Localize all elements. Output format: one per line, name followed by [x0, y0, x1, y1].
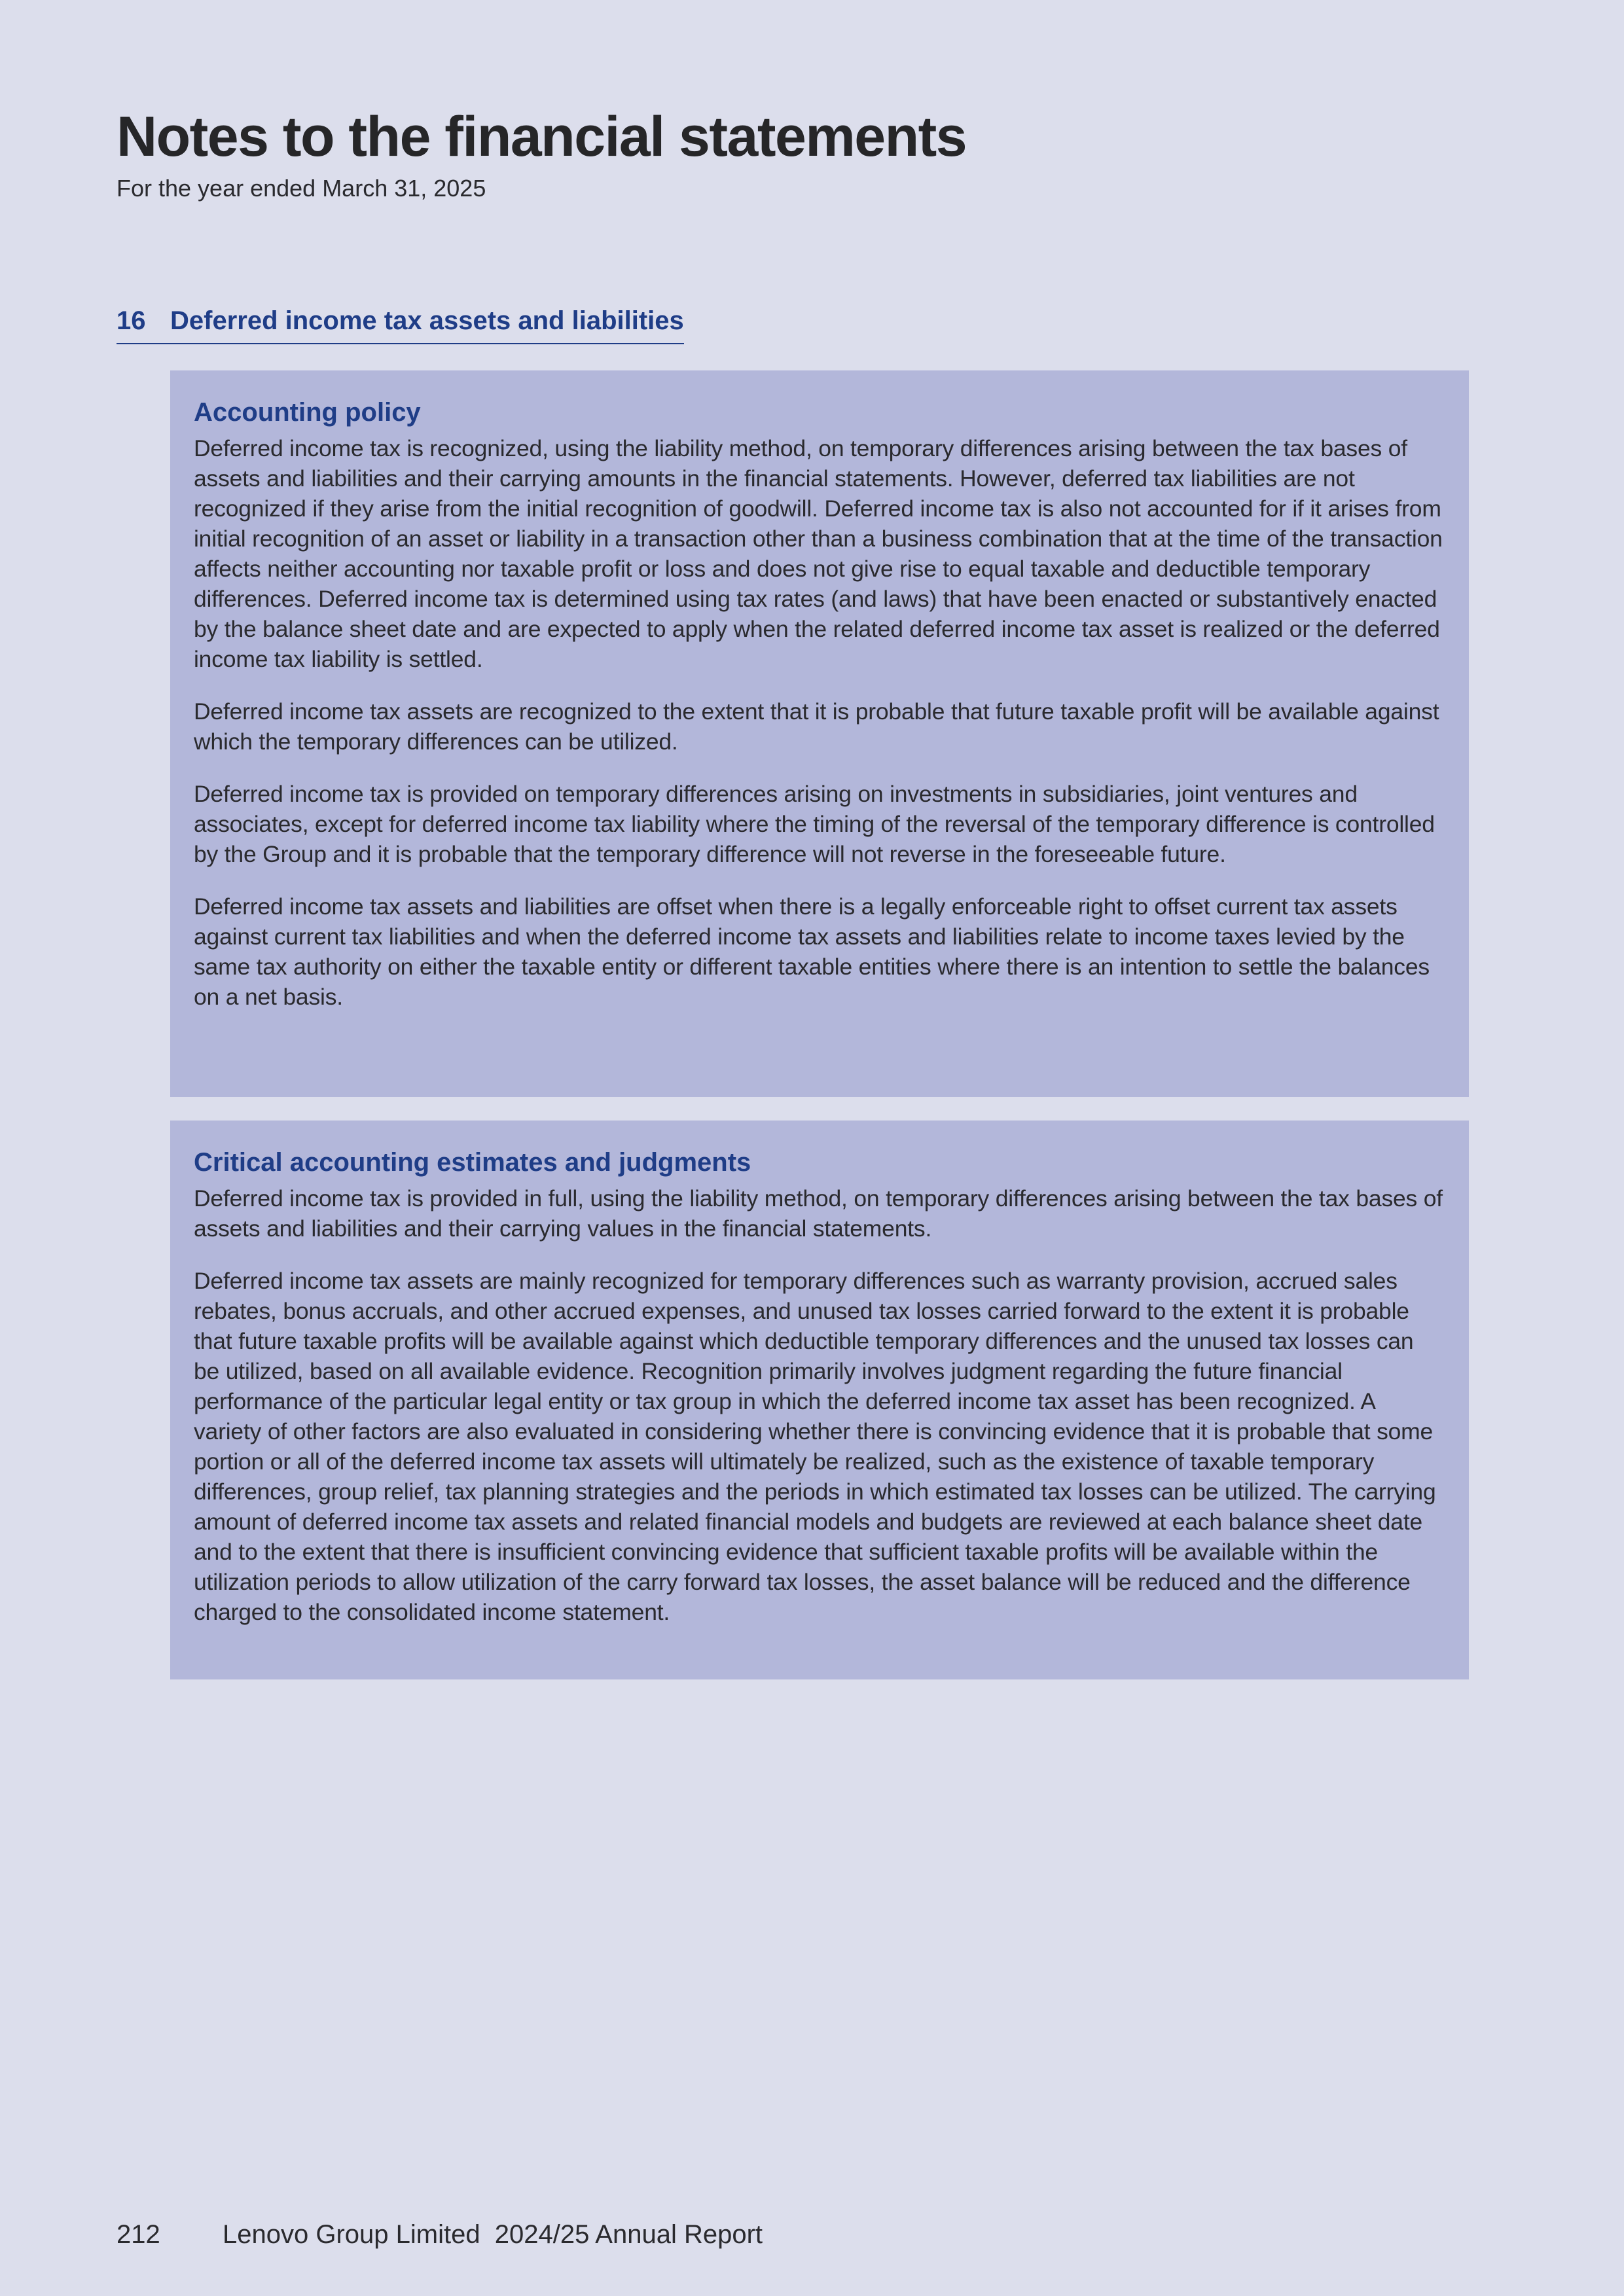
section-number: 16 — [117, 306, 146, 335]
footer-report-title: Lenovo Group Limited 2024/25 Annual Report — [223, 2220, 763, 2249]
page-title: Notes to the financial statements — [117, 105, 967, 168]
page-footer — [117, 2219, 763, 2250]
page-subtitle: For the year ended March 31, 2025 — [117, 175, 486, 202]
critical-estimates-title: Critical accounting estimates and judgments — [194, 1148, 751, 1177]
accounting-policy-paragraph: Deferred income tax is provided on temporary differences arising on investments in subsidiaries, joint ventures and associates, except for deferred income tax liability where the timing of the reversal of the temporary difference is controlled by the Group and it is probable that the temporary difference will not reverse in the foreseeable future. — [194, 781, 1435, 867]
critical-estimates-paragraph: Deferred income tax is provided in full, using the liability method, on temporary differences arising between the tax bases of assets and liabilities and their carrying values in the financial statements. — [194, 1185, 1443, 1242]
critical-estimates-box — [170, 1121, 1469, 1679]
accounting-policy-paragraph: Deferred income tax is recognized, using the liability method, on temporary differences arising between the tax bases of assets and liabilities and their carrying amounts in the financial statements. However, deferred tax liabilities are not recognized if they arise from the initial recognition of goodwill. Deferred income tax is also not accounted for if it arises from initial recognition of an asset or liability in a transaction other than a business combination that at the time of the transaction affects neither accounting nor taxable profit or loss and does not give rise to equal taxable and deductible temporary differences. Deferred income tax is determined using tax rates (and laws) that have been enacted or substantively enacted by the balance sheet date and are expected to apply when the related deferred income tax asset is realized or the deferred income tax liability is settled. — [194, 435, 1443, 672]
section-heading — [117, 305, 684, 344]
accounting-policy-box — [170, 370, 1469, 1097]
accounting-policy-paragraph: Deferred income tax assets are recognized to the extent that it is probable that future taxable profit will be available against which the temporary differences can be utilized. — [194, 698, 1439, 755]
accounting-policy-title: Accounting policy — [194, 398, 421, 427]
page-number: 212 — [117, 2220, 160, 2249]
accounting-policy-paragraph: Deferred income tax assets and liabilities are offset when there is a legally enforceable right to offset current tax assets against current tax liabilities and when the deferred income tax assets and liabilities relate to income taxes levied by the same tax authority on either the taxable entity or different taxable entities where there is an intention to settle the balances on a net basis. — [194, 893, 1430, 1010]
critical-estimates-paragraph: Deferred income tax assets are mainly recognized for temporary differences such as warranty provision, accrued sales rebates, bonus accruals, and other accrued expenses, and unused tax losses carried forward to the extent it is probable that future taxable profits will be available against which deductible temporary differences and the unused tax losses can be utilized, based on all available evidence. Recognition primarily involves judgment regarding the future financial performance of the particular legal entity or tax group in which the deferred income tax asset has been recognized. A variety of other factors are also evaluated in considering whether there is convincing evidence that it is probable that some portion or all of the deferred income tax assets will ultimately be realized, such as the existence of taxable temporary differences, group relief, tax planning strategies and the periods in which estimated tax losses can be utilized. The carrying amount of deferred income tax assets and related financial models and budgets are reviewed at each balance sheet date and to the extent that there is insufficient convincing evidence that sufficient taxable profits will be available within the utilization periods to allow utilization of the carry forward tax losses, the asset balance will be reduced and the difference charged to the consolidated income statement. — [194, 1268, 1436, 1625]
section-title: Deferred income tax assets and liabilities — [170, 306, 684, 335]
